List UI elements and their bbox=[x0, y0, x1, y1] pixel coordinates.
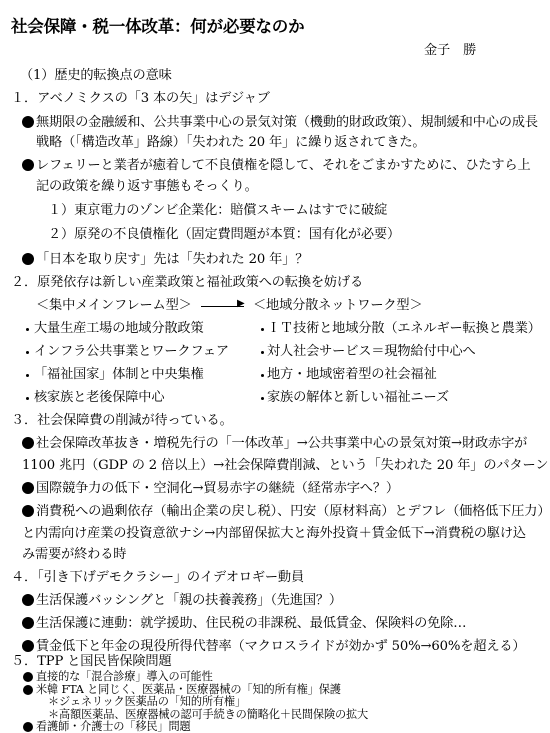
bullet-icon bbox=[22, 159, 34, 171]
s4-bullet-1: 生活保護バッシングと「親の扶養義務」（先進国？） bbox=[36, 593, 342, 608]
middle-dot-icon bbox=[261, 328, 264, 331]
middle-dot-icon bbox=[261, 374, 264, 377]
arrow-head-icon: ▶ bbox=[237, 298, 245, 309]
middle-dot-icon bbox=[26, 328, 29, 331]
middle-dot-icon bbox=[261, 397, 264, 400]
bullet-icon bbox=[22, 594, 34, 606]
s1-bullet-2-line-2: 記の政策を繰り返す事態もそっくり。 bbox=[36, 179, 258, 194]
bullet-icon bbox=[22, 437, 34, 449]
bullet-icon bbox=[23, 672, 33, 682]
s1-bullet-3: 「日本を取り戻す」先は「失われた 20 年」？ bbox=[36, 252, 309, 267]
comparison-left-3: 「福祉国家」体制と中央集権 bbox=[34, 367, 204, 382]
s3-bullet-3-line-1: 消費税への過剰依存（輸出企業の戻し税）、円安（原材料高）とデフレ（価格低下圧力） bbox=[36, 504, 550, 519]
middle-dot-icon bbox=[26, 397, 29, 400]
s3-bullet-3-line-2: と内需向け産業の投資意欲ナシ→内部留保拡大と海外投資＋賃金低下→消費税の駆け込 bbox=[22, 526, 526, 541]
section-5-heading: ５．TPP と国民皆保険問題 bbox=[11, 654, 172, 669]
intro-heading: （1）歴史的転換点の意味 bbox=[20, 68, 172, 83]
bullet-icon bbox=[22, 617, 34, 629]
section-4-heading: ４．「引き下げデモクラシー」のイデオロギー動員 bbox=[11, 570, 304, 585]
s5-bullet-2: 米韓 FTA と同じく、医薬品・医療器械の「知的所有権」保護 bbox=[36, 682, 341, 696]
comparison-right-2: 対人社会サービス＝現物給付中心へ bbox=[267, 344, 476, 359]
s3-bullet-1-line-1: 社会保障改革抜き・増税先行の「一体改革」→公共事業中心の景気対策→財政赤字が bbox=[36, 436, 528, 451]
bullet-icon bbox=[22, 116, 34, 128]
comparison-right-1: ＩＴ技術と地域分散（エネルギー転換と農業） bbox=[267, 321, 541, 336]
bullet-icon bbox=[23, 685, 33, 695]
section-1-heading: １．アベノミクスの「3 本の矢」はデジャブ bbox=[11, 91, 270, 106]
s1-bullet-1-line-2: 戦略（「構造改革」路線）「失われた 20 年」に繰り返されてきた。 bbox=[36, 135, 426, 150]
s4-bullet-3: 賃金低下と年金の現役所得代替率（マクロスライドが効かず 50%→60%を超える） bbox=[36, 639, 526, 654]
middle-dot-icon bbox=[261, 351, 264, 354]
comparison-left-4: 核家族と老後保障中心 bbox=[34, 390, 165, 405]
bullet-icon bbox=[23, 722, 33, 732]
comparison-left-1: 大量生産工場の地域分散政策 bbox=[34, 321, 204, 336]
type-label-centralized: ＜集中メインフレーム型＞ bbox=[36, 298, 192, 313]
bullet-icon bbox=[22, 640, 34, 652]
s1-sub-item-2: ２）原発の不良債権化（固定費問題が本質：国有化が必要） bbox=[48, 227, 401, 242]
comparison-right-4: 家族の解体と新しい福祉ニーズ bbox=[267, 390, 449, 405]
middle-dot-icon bbox=[26, 351, 29, 354]
document-title: 社会保障・税一体改革：何が必要なのか bbox=[11, 17, 305, 36]
s5-bullet-3: 看護師・介護士の「移民」問題 bbox=[36, 720, 191, 733]
s5-sub-item-2: ＊高額医薬品、医療器械の認可手続きの簡略化＋民間保険の拡大 bbox=[48, 707, 369, 721]
middle-dot-icon bbox=[26, 374, 29, 377]
s1-bullet-1-line-1: 無期限の金融緩和、公共事業中心の景気対策（機動的財政政策）、規制緩和中心の成長 bbox=[36, 115, 538, 130]
s1-bullet-2-line-1: レフェリーと業者が癒着して不良債権を隠して、それをごまかすために、ひたすら上 bbox=[36, 158, 531, 173]
comparison-left-2: インフラ公共事業とワークフェア bbox=[34, 344, 229, 359]
section-2-heading: ２．原発依存は新しい産業政策と福祉政策への転換を妨げる bbox=[11, 275, 364, 290]
s4-bullet-2: 生活保護に連動：就学援助、住民税の非課税、最低賃金、保険料の免除… bbox=[36, 616, 467, 631]
comparison-right-3: 地方・地域密着型の社会福祉 bbox=[267, 367, 437, 382]
bullet-icon bbox=[22, 505, 34, 517]
bullet-icon bbox=[22, 253, 34, 265]
type-label-distributed: ＜地域分散ネットワーク型＞ bbox=[253, 298, 423, 313]
section-3-heading: ３．社会保障費の削減が待っている。 bbox=[11, 413, 233, 428]
s3-bullet-2: 国際競争力の低下・空洞化→貿易赤字の継続（経常赤字へ？） bbox=[36, 481, 399, 496]
s5-bullet-1: 直接的な「混合診療」導入の可能性 bbox=[36, 670, 213, 683]
s3-bullet-3-line-3: み需要が終わる時 bbox=[22, 547, 127, 562]
s5-sub-item-1: ＊ジェネリック医薬品の「知的所有権」 bbox=[48, 695, 247, 708]
s1-sub-item-1: １）東京電力のゾンビ企業化：賠償スキームはすでに破綻 bbox=[48, 203, 388, 218]
s3-bullet-1-line-2: 1100 兆円（GDP の 2 倍以上）→社会保障費削減、という「失われた 20 年」のパターン bbox=[22, 458, 549, 473]
bullet-icon bbox=[22, 482, 34, 494]
author-name: 金子 勝 bbox=[424, 43, 477, 58]
